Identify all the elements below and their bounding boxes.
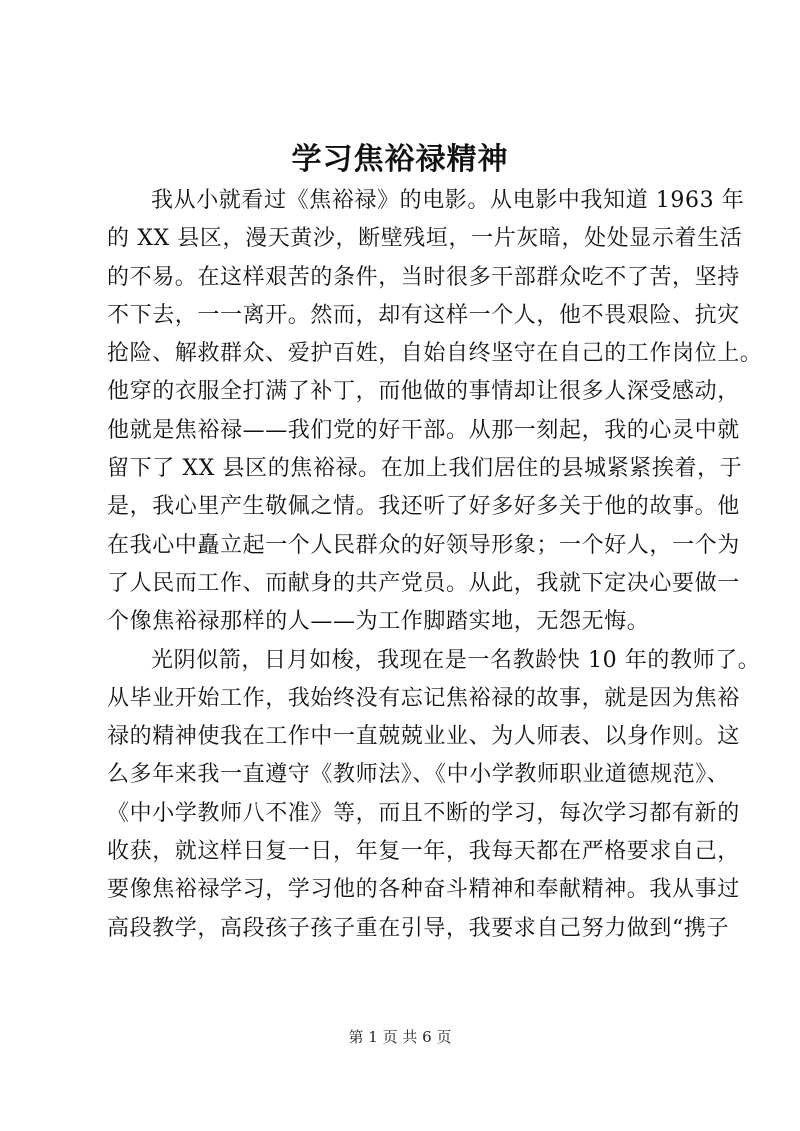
text-line: 从毕业开始工作，我始终没有忘记焦裕禄的故事，就是因为焦裕	[107, 685, 740, 711]
text-line: 留下了 XX 县区的焦裕禄。在加上我们居住的县城紧紧挨着，于	[107, 456, 743, 482]
text-line: 要像焦裕禄学习，学习他的各种奋斗精神和奉献精神。我从事过	[107, 877, 740, 903]
text-line: 个像焦裕禄那样的人——为工作脚踏实地，无怨无悔。	[107, 609, 650, 635]
text-line: 抢险、解救群众、爱护百姓，自始自终坚守在自己的工作岗位上。	[107, 341, 763, 367]
text-line: 的 XX 县区，漫天黄沙，断壁残垣，一片灰暗，处处显示着生活	[107, 226, 743, 252]
text-line: 他穿的衣服全打满了补丁，而他做的事情却让很多人深受感动，	[107, 379, 740, 405]
text-line: 收获，就这样日复一日，年复一年，我每天都在严格要求自己，	[107, 839, 740, 865]
text-line: 是，我心里产生敬佩之情。我还听了好多好多关于他的故事。他	[107, 494, 740, 520]
document-body	[107, 182, 763, 948]
text-line: 高段教学，高段孩子孩子重在引导，我要求自己努力做到“携子	[107, 915, 730, 941]
text-line: 在我心中矗立起一个人民群众的好领导形象；一个好人，一个为	[107, 532, 740, 558]
text-line: 的不易。在这样艰苦的条件，当时很多干部群众吃不了苦，坚持	[107, 264, 740, 290]
page-number-footer: 第 1 页 共 6 页	[348, 1028, 452, 1046]
text-line: 《中小学教师八不准》等，而且不断的学习，每次学习都有新的	[107, 800, 740, 826]
text-line: 我从小就看过《焦裕禄》的电影。从电影中我知道 1963 年	[151, 188, 745, 213]
text-line: 光阴似箭，日月如梭，我现在是一名教龄快 10 年的教师了。	[151, 647, 761, 673]
text-line: 么多年来我一直遵守《教师法》、《中小学教师职业道德规范》、	[107, 762, 730, 788]
text-line: 禄的精神使我在工作中一直兢兢业业、为人师表、以身作则。这	[107, 724, 740, 750]
document-title: 学习焦裕禄精神	[291, 142, 509, 177]
text-line: 不下去，一一离开。然而，却有这样一个人，他不畏艰险、抗灾	[107, 302, 740, 328]
text-line: 了人民而工作、而献身的共产党员。从此，我就下定决心要做一	[107, 570, 740, 596]
text-line: 他就是焦裕禄——我们党的好干部。从那一刻起，我的心灵中就	[107, 417, 740, 443]
